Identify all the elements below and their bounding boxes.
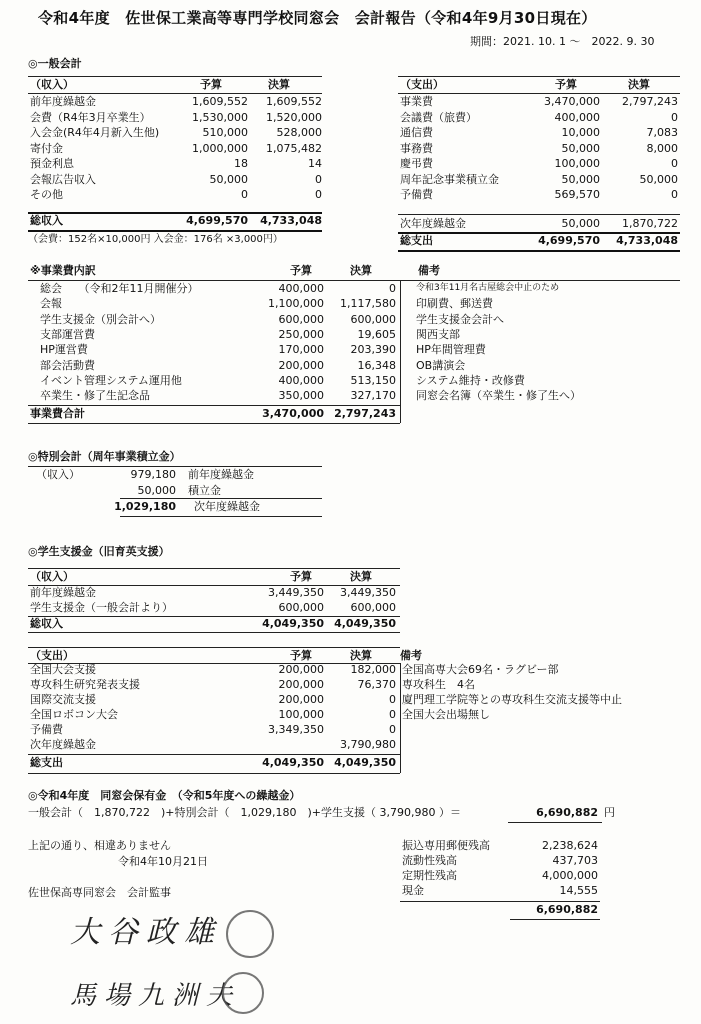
income-row-budget: 0 bbox=[241, 188, 248, 201]
income-row-label: 前年度繰越金 bbox=[30, 95, 96, 108]
student-expense-row-note: 全国大会出場無し bbox=[402, 708, 490, 721]
expense-row-actual: 7,083 bbox=[646, 126, 678, 139]
project-row-actual: 19,605 bbox=[357, 327, 396, 341]
seal-stamp-2 bbox=[222, 972, 264, 1014]
project-row-actual: 1,117,580 bbox=[340, 297, 396, 311]
general-fee-note: （会費：152名×10,000円 入会金：176名 ×3,000円） bbox=[28, 234, 283, 245]
expense-row-label: 通信費 bbox=[400, 126, 433, 139]
expense-row-actual: 0 bbox=[671, 157, 678, 170]
project-row-actual: 600,000 bbox=[350, 312, 396, 326]
project-row-budget: 400,000 bbox=[278, 373, 324, 387]
student-expense-row-note: 専攻科生 4名 bbox=[402, 678, 475, 691]
special-total-label: 次年度繰越金 bbox=[194, 500, 260, 513]
holdings-formula: 一般会計（ 1,870,722 )+特別会計（ 1,029,180 )+学生支援（ 3,790,980 ）＝ bbox=[28, 806, 461, 819]
project-row-label: 卒業生・修了生記念品 bbox=[40, 389, 150, 403]
project-row-actual: 203,390 bbox=[350, 343, 396, 357]
general-col-budget: 予算 bbox=[200, 78, 222, 91]
audit-date: 令和4年10月21日 bbox=[118, 855, 208, 868]
project-row-note: 印刷費、郵送費 bbox=[416, 297, 493, 311]
income-row-actual: 14 bbox=[308, 157, 322, 170]
general-exp-col-budget: 予算 bbox=[555, 78, 577, 91]
income-row-label: 寄付金 bbox=[30, 141, 63, 155]
report-title: 令和4年度 佐世保工業高等専門学校同窓会 会計報告（令和4年9月30日現在） bbox=[38, 9, 597, 27]
income-row-label: その他 bbox=[30, 188, 63, 201]
student-income-total-label: 総収入 bbox=[30, 617, 63, 630]
expense-row-label: 周年記念事業積立金 bbox=[400, 172, 499, 186]
expense-row-budget: 3,470,000 bbox=[544, 95, 600, 108]
special-income-label: （収入） bbox=[36, 468, 80, 481]
student-expense-row-note: 廈門理工学院等との専攻科生交流支援等中止 bbox=[402, 693, 622, 706]
carryover-budget: 50,000 bbox=[561, 217, 600, 230]
holdings-heading: ◎令和4年度 同窓会保有金 （令和5年度への繰越金） bbox=[28, 789, 301, 802]
holdings-total: 6,690,882 bbox=[536, 806, 598, 819]
student-expense-row-budget: 200,000 bbox=[278, 663, 324, 676]
student-expense-row-label: 専攻科生研究発表支援 bbox=[30, 678, 140, 691]
projects-total-budget: 3,470,000 bbox=[262, 407, 324, 420]
income-row-budget: 510,000 bbox=[202, 126, 248, 139]
student-expense-row-note: 全国高専大会69名・ラグビー部 bbox=[402, 663, 559, 676]
expense-row-budget: 50,000 bbox=[561, 172, 600, 186]
income-row-label: 入会金(R4年4月新入生他) bbox=[30, 126, 160, 139]
expense-row-label: 事務費 bbox=[400, 141, 433, 155]
holdings-unit: 円 bbox=[604, 806, 615, 819]
expense-row-label: 予備費 bbox=[400, 188, 433, 201]
student-expense-row-label: 次年度繰越金 bbox=[30, 738, 96, 751]
expense-row-budget: 400,000 bbox=[554, 110, 600, 124]
student-heading: ◎学生支援金（旧育英支援） bbox=[28, 545, 170, 558]
project-row-budget: 170,000 bbox=[278, 343, 324, 357]
general-income-total-actual: 4,733,048 bbox=[260, 214, 322, 227]
expense-row-budget: 100,000 bbox=[554, 157, 600, 170]
income-row-actual: 0 bbox=[315, 188, 322, 201]
project-row-budget: 200,000 bbox=[278, 358, 324, 372]
student-income-row2-label: 学生支援金（一般会計より） bbox=[30, 601, 173, 614]
balance-row-amount: 14,555 bbox=[559, 884, 598, 897]
student-expense-row-actual: 0 bbox=[389, 693, 396, 706]
project-row-budget: 250,000 bbox=[278, 327, 324, 341]
special-total-amount: 1,029,180 bbox=[114, 500, 176, 513]
student-expense-row-budget: 200,000 bbox=[278, 693, 324, 706]
special-row2-amount: 50,000 bbox=[137, 484, 176, 497]
student-col-budget: 予算 bbox=[290, 570, 312, 583]
project-row-label: 支部運営費 bbox=[40, 327, 95, 341]
project-row-note: 令和3年11月名古屋総会中止のため bbox=[416, 283, 560, 293]
student-expense-total-label: 総支出 bbox=[30, 756, 63, 769]
project-row-note: 学生支援金会計へ bbox=[416, 312, 504, 326]
income-row-budget: 50,000 bbox=[209, 172, 248, 186]
project-row-budget: 350,000 bbox=[278, 389, 324, 403]
expense-row-budget: 569,570 bbox=[554, 188, 600, 201]
project-row-note: HP年間管理費 bbox=[416, 343, 486, 357]
expense-row-budget: 50,000 bbox=[561, 141, 600, 155]
carryover-actual: 1,870,722 bbox=[622, 217, 678, 230]
student-exp-col-note: 備考 bbox=[400, 649, 422, 662]
expense-row-label: 事業費 bbox=[400, 95, 433, 108]
project-row-note: システム維持・改修費 bbox=[416, 373, 525, 387]
project-row-label: イベント管理システム運用他 bbox=[40, 373, 182, 387]
student-expense-row-actual: 0 bbox=[389, 708, 396, 721]
income-row-actual: 1,609,552 bbox=[266, 95, 322, 108]
general-heading: ◎一般会計 bbox=[28, 57, 82, 70]
balance-row-amount: 437,703 bbox=[552, 854, 598, 867]
general-col-actual: 決算 bbox=[268, 78, 290, 91]
income-row-budget: 18 bbox=[234, 157, 248, 170]
special-row1-amount: 979,180 bbox=[130, 468, 176, 481]
student-income-row1-label: 前年度繰越金 bbox=[30, 586, 96, 599]
student-expense-row-label: 国際交流支援 bbox=[30, 693, 96, 706]
project-row-note: 同窓会名簿（卒業生・修了生へ） bbox=[416, 389, 581, 403]
balance-row-label: 流動性残高 bbox=[402, 854, 457, 867]
project-row-actual: 0 bbox=[389, 282, 396, 295]
auditor-signature-1: 大谷政雄 bbox=[70, 915, 222, 950]
student-expense-label: （支出） bbox=[30, 649, 74, 662]
student-expense-total-actual: 4,049,350 bbox=[334, 756, 396, 769]
project-row-budget: 1,100,000 bbox=[268, 297, 324, 311]
expense-row-actual: 0 bbox=[671, 110, 678, 124]
general-income-label: （収入） bbox=[30, 78, 74, 91]
expense-row-actual: 50,000 bbox=[639, 172, 678, 186]
project-row-label: HP運営費 bbox=[40, 343, 88, 357]
student-expense-row-actual: 3,790,980 bbox=[340, 738, 396, 751]
expense-row-actual: 2,797,243 bbox=[622, 95, 678, 108]
projects-total-label: 事業費合計 bbox=[30, 407, 85, 420]
student-expense-row-label: 全国大会支援 bbox=[30, 663, 96, 676]
special-heading: ◎特別会計（周年事業積立金） bbox=[28, 450, 181, 463]
special-row1-label: 前年度繰越金 bbox=[188, 468, 254, 481]
income-row-label: 預金利息 bbox=[30, 157, 74, 170]
income-row-actual: 1,075,482 bbox=[266, 141, 322, 155]
income-row-actual: 1,520,000 bbox=[266, 110, 322, 124]
student-expense-row-budget: 100,000 bbox=[278, 708, 324, 721]
project-row-actual: 327,170 bbox=[350, 389, 396, 403]
audit-statement: 上記の通り、相違ありません bbox=[28, 839, 171, 852]
project-row-budget: 400,000 bbox=[278, 282, 324, 295]
student-col-actual: 決算 bbox=[350, 570, 372, 583]
income-row-label: 会費（R4年3月卒業生） bbox=[30, 110, 151, 124]
auditor-title: 佐世保高専同窓会 会計監事 bbox=[28, 886, 171, 899]
projects-col-actual: 決算 bbox=[350, 264, 372, 277]
income-row-budget: 1,000,000 bbox=[192, 141, 248, 155]
projects-total-actual: 2,797,243 bbox=[334, 407, 396, 420]
general-expense-total-actual: 4,733,048 bbox=[616, 234, 678, 247]
general-expense-label: （支出） bbox=[400, 78, 444, 91]
expense-row-label: 会議費（旅費） bbox=[400, 110, 477, 124]
balance-row-label: 振込専用郵便残高 bbox=[402, 839, 490, 852]
income-row-label: 会報広告収入 bbox=[30, 172, 96, 186]
carryover-label: 次年度繰越金 bbox=[400, 217, 466, 230]
student-income-total-budget: 4,049,350 bbox=[262, 617, 324, 630]
seal-stamp-1 bbox=[226, 910, 274, 958]
student-expense-row-label: 予備費 bbox=[30, 723, 63, 736]
student-income-row1-budget: 3,449,350 bbox=[268, 586, 324, 599]
student-income-label: （収入） bbox=[30, 570, 74, 583]
project-row-label: 部会活動費 bbox=[40, 358, 95, 372]
general-expense-total-label: 総支出 bbox=[400, 234, 433, 247]
student-expense-row-actual: 76,370 bbox=[357, 678, 396, 691]
project-row-label: 会報 bbox=[40, 297, 62, 311]
balance-row-amount: 4,000,000 bbox=[542, 869, 598, 882]
balance-row-label: 現金 bbox=[402, 884, 424, 897]
project-row-actual: 513,150 bbox=[350, 373, 396, 387]
general-income-total-label: 総収入 bbox=[30, 214, 63, 227]
student-income-total-actual: 4,049,350 bbox=[334, 617, 396, 630]
student-exp-col-actual: 決算 bbox=[350, 649, 372, 662]
income-row-budget: 1,530,000 bbox=[192, 110, 248, 124]
income-row-actual: 0 bbox=[315, 172, 322, 186]
student-expense-row-actual: 182,000 bbox=[350, 663, 396, 676]
projects-col-budget: 予算 bbox=[290, 264, 312, 277]
special-row2-label: 積立金 bbox=[188, 484, 221, 497]
project-row-actual: 16,348 bbox=[357, 358, 396, 372]
general-income-total-budget: 4,699,570 bbox=[186, 214, 248, 227]
student-expense-total-budget: 4,049,350 bbox=[262, 756, 324, 769]
balances-total: 6,690,882 bbox=[536, 903, 598, 916]
balance-row-amount: 2,238,624 bbox=[542, 839, 598, 852]
project-row-budget: 600,000 bbox=[278, 312, 324, 326]
income-row-actual: 528,000 bbox=[276, 126, 322, 139]
student-income-row1-actual: 3,449,350 bbox=[340, 586, 396, 599]
student-expense-row-label: 全国ロボコン大会 bbox=[30, 708, 118, 721]
student-expense-row-budget: 200,000 bbox=[278, 678, 324, 691]
auditor-signature-2: 馬場九洲夫 bbox=[70, 981, 241, 1011]
project-row-label: 総会 （令和2年11月開催分） bbox=[40, 282, 199, 295]
student-expense-row-budget: 3,349,350 bbox=[268, 723, 324, 736]
general-exp-col-actual: 決算 bbox=[628, 78, 650, 91]
expense-row-actual: 8,000 bbox=[646, 141, 678, 155]
projects-col-note: 備考 bbox=[418, 264, 440, 277]
project-row-label: 学生支援金（別会計へ） bbox=[40, 312, 161, 326]
balance-row-label: 定期性残高 bbox=[402, 869, 457, 882]
student-exp-col-budget: 予算 bbox=[290, 649, 312, 662]
student-income-row2-budget: 600,000 bbox=[278, 601, 324, 614]
projects-heading: ※事業費内訳 bbox=[30, 264, 96, 277]
project-row-note: OB講演会 bbox=[416, 358, 466, 372]
expense-row-actual: 0 bbox=[671, 188, 678, 201]
income-row-budget: 1,609,552 bbox=[192, 95, 248, 108]
general-expense-total-budget: 4,699,570 bbox=[538, 234, 600, 247]
period: 期間：2021. 10. 1 〜 2022. 9. 30 bbox=[470, 35, 655, 48]
student-expense-row-actual: 0 bbox=[389, 723, 396, 736]
expense-row-budget: 10,000 bbox=[561, 126, 600, 139]
student-income-row2-actual: 600,000 bbox=[350, 601, 396, 614]
project-row-note: 関西支部 bbox=[416, 327, 460, 341]
expense-row-label: 慶弔費 bbox=[400, 157, 433, 170]
